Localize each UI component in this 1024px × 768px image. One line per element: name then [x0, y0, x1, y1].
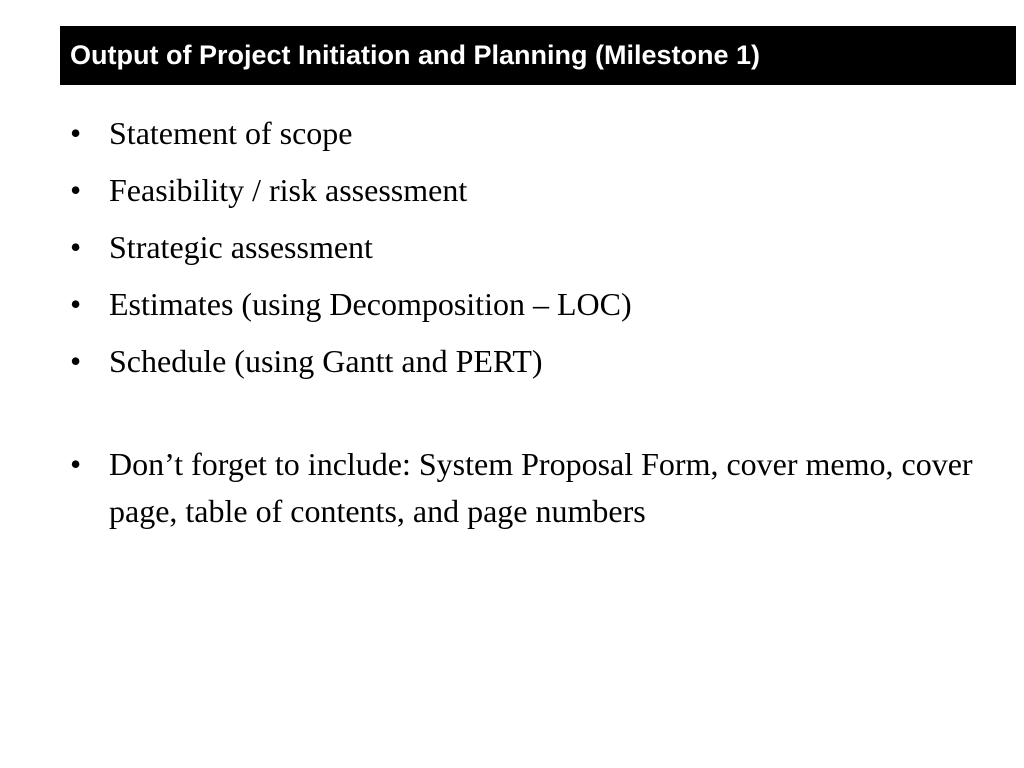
slide-title: Output of Project Initiation and Planning (Milestone 1)	[70, 40, 760, 70]
bullet-marker: •	[70, 115, 82, 151]
bullet-marker: •	[70, 286, 82, 322]
bullet-text: Estimates (using Decomposition – LOC)	[109, 286, 632, 322]
bullet-text: Don’t forget to include: System Proposal Form, cover memo, cover page, table of contents, and page numbers	[109, 446, 973, 529]
bullet-item	[70, 281, 990, 328]
bullet-text: Statement of scope	[109, 115, 353, 151]
bullet-item	[70, 110, 990, 157]
bullet-text: Schedule (using Gantt and PERT)	[109, 343, 543, 379]
bullet-item	[70, 224, 990, 271]
slide-body	[70, 110, 990, 545]
bullet-item-reminder	[70, 441, 990, 535]
bullet-marker: •	[70, 343, 82, 379]
bullet-text: Feasibility / risk assessment	[109, 172, 468, 208]
bullet-marker: •	[70, 172, 82, 208]
title-bar	[60, 26, 1016, 85]
bullet-item	[70, 167, 990, 214]
bullet-item	[70, 338, 990, 385]
bullet-list	[70, 110, 990, 535]
bullet-text: Strategic assessment	[109, 229, 373, 265]
bullet-marker: •	[70, 229, 82, 265]
bullet-marker: •	[70, 446, 82, 482]
